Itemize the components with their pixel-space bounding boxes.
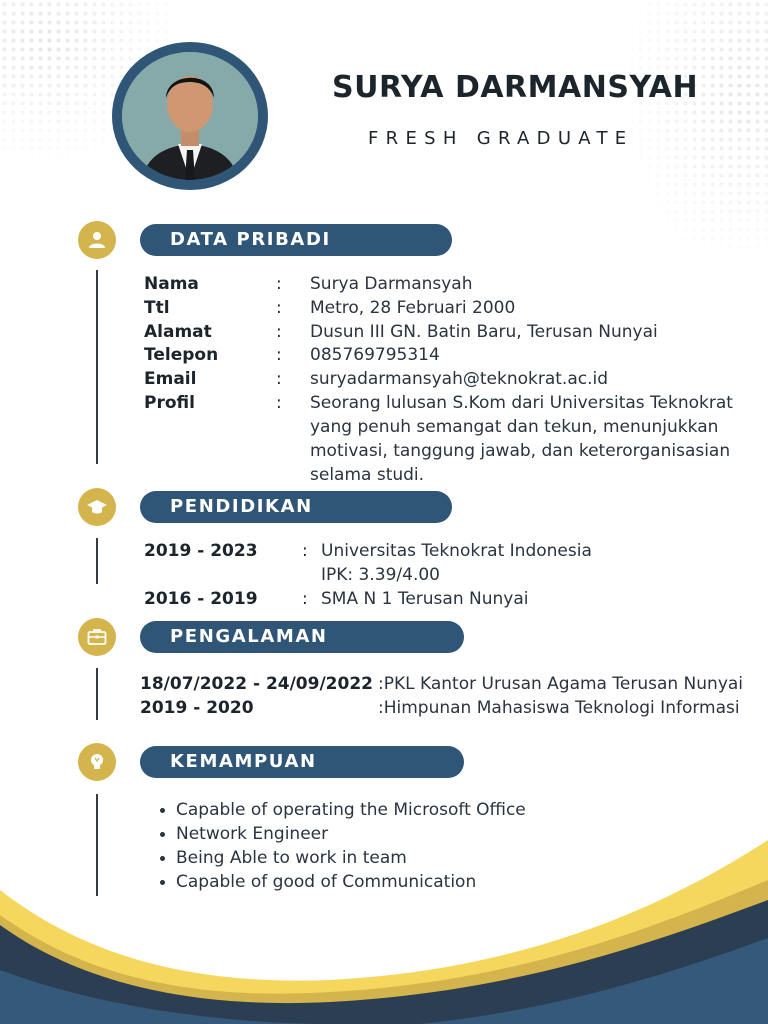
candidate-name: SURYA DARMANSYAH <box>332 70 699 105</box>
profile-line: yang penuh semangat dan tekun, menunjukkan <box>310 417 719 437</box>
name-value: Surya Darmansyah <box>310 274 473 294</box>
experience-period: 18/07/2022 - 24/09/2022 <box>140 674 373 694</box>
lightbulb-icon <box>87 752 107 772</box>
experience-description: :PKL Kantor Urusan Agama Terusan Nunyai <box>378 674 744 694</box>
skill-item: Capable of operating the Microsoft Office <box>158 798 526 822</box>
skill-item: Capable of good of Communication <box>158 870 526 894</box>
colon: : <box>302 589 308 609</box>
profile-line: motivasi, tanggung jawab, dan keterorganisasian <box>310 441 731 461</box>
section-title-skills: KEMAMPUAN <box>140 746 464 778</box>
experience-description: :Himpunan Mahasiswa Teknologi Informasi <box>378 698 740 718</box>
name-label: Nama <box>144 274 199 294</box>
timeline-line-education <box>96 538 98 584</box>
colon: : <box>276 369 282 389</box>
timeline-line-personal <box>96 270 98 464</box>
skills-list <box>158 798 526 894</box>
profile-photo-ring <box>112 42 268 190</box>
education-period: 2019 - 2023 <box>144 541 258 561</box>
experience-period: 2019 - 2020 <box>140 698 254 718</box>
ttl-value: Metro, 28 Februari 2000 <box>310 298 516 318</box>
section-title-personal: DATA PRIBADI <box>140 224 452 256</box>
email-label: Email <box>144 369 197 389</box>
phone-value: 085769795314 <box>310 345 440 365</box>
halftone-dots-right <box>600 0 768 250</box>
section-icon-skills <box>78 743 116 781</box>
education-institution: Universitas Teknokrat Indonesia <box>321 541 592 561</box>
person-portrait-icon <box>122 52 258 180</box>
timeline-line-skills <box>96 794 98 896</box>
education-period: 2016 - 2019 <box>144 589 258 609</box>
email-value: suryadarmansyah@teknokrat.ac.id <box>310 369 609 389</box>
profile-line: Seorang lulusan S.Kom dari Universitas Teknokrat <box>310 393 733 413</box>
colon: : <box>276 345 282 365</box>
section-icon-experience <box>78 618 116 656</box>
candidate-role: FRESH GRADUATE <box>368 128 634 149</box>
colon: : <box>276 274 282 294</box>
section-title-education: PENDIDIKAN <box>140 491 452 523</box>
skill-item: Network Engineer <box>158 822 526 846</box>
colon: : <box>302 541 308 561</box>
graduation-cap-icon <box>87 497 107 517</box>
profile-line: selama studi. <box>310 465 425 485</box>
education-institution: SMA N 1 Terusan Nunyai <box>321 589 529 609</box>
timeline-line-experience <box>96 668 98 720</box>
phone-label: Telepon <box>144 345 219 365</box>
briefcase-icon <box>87 627 107 647</box>
ttl-label: Ttl <box>144 298 170 318</box>
user-icon <box>87 230 107 250</box>
colon: : <box>276 322 282 342</box>
section-icon-education <box>78 488 116 526</box>
skill-item: Being Able to work in team <box>158 846 526 870</box>
colon: : <box>276 298 282 318</box>
profile-photo <box>122 52 258 180</box>
address-value: Dusun III GN. Batin Baru, Terusan Nunyai <box>310 322 658 342</box>
colon: : <box>276 393 282 413</box>
section-title-experience: PENGALAMAN <box>140 621 464 653</box>
education-gpa: IPK: 3.39/4.00 <box>321 565 440 585</box>
section-icon-personal <box>78 221 116 259</box>
profile-label: Profil <box>144 393 195 413</box>
address-label: Alamat <box>144 322 212 342</box>
